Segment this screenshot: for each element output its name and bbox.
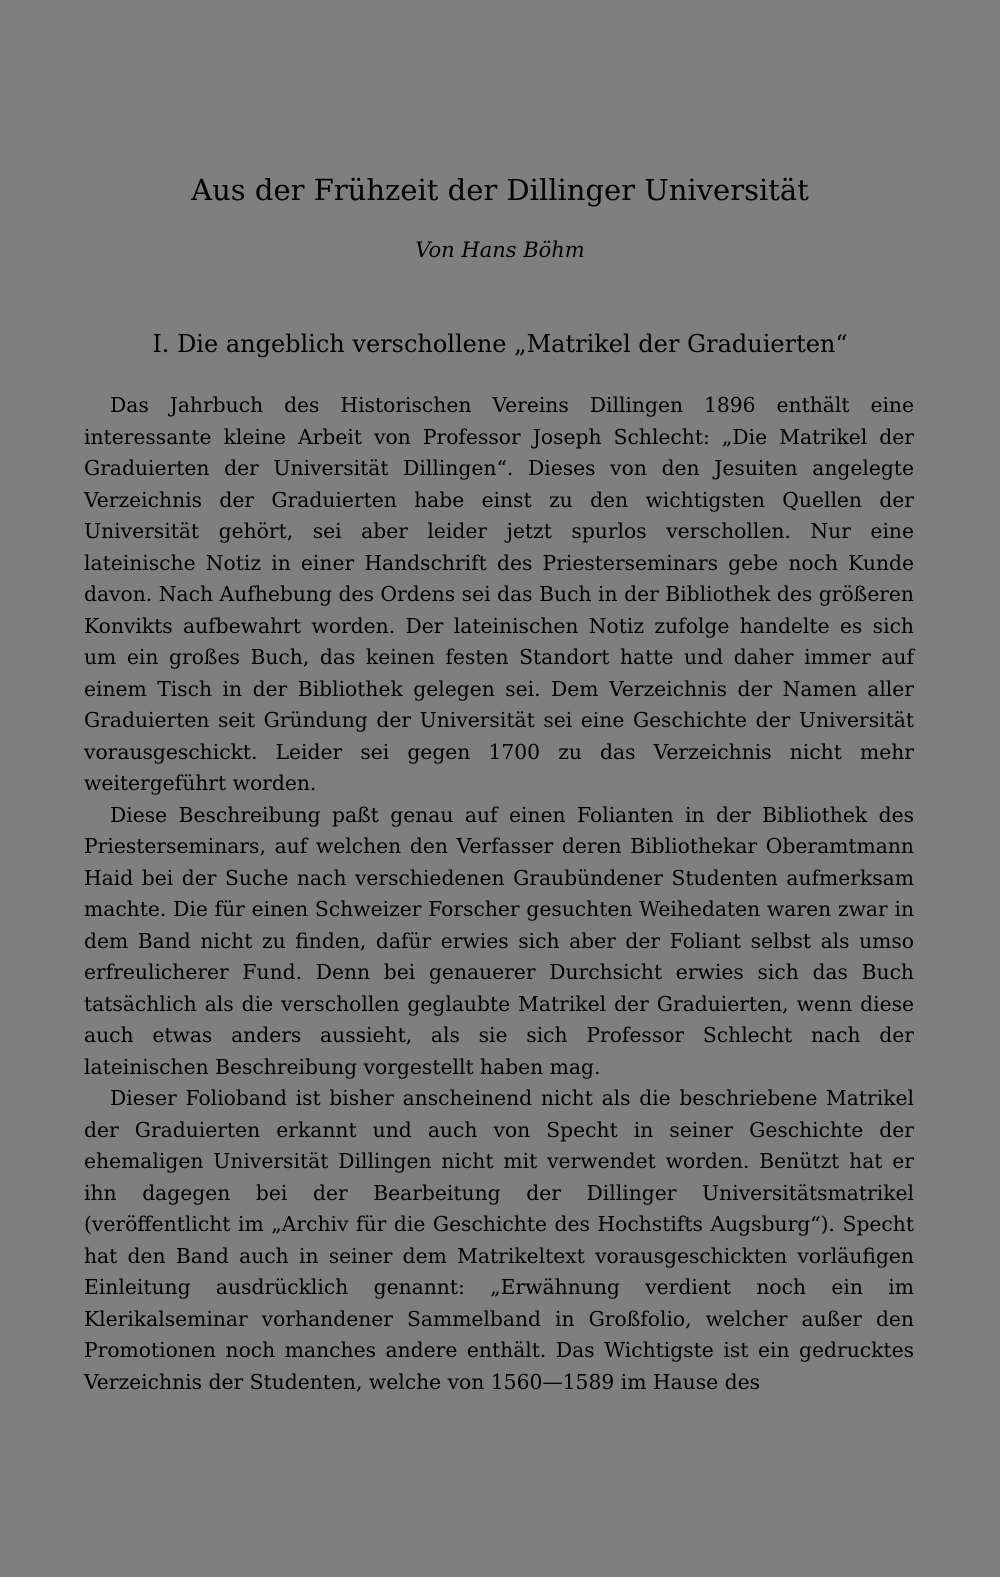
paragraph: Diese Beschreibung paßt genau auf einen Folianten in der Bibliothek des Priesterseminars, auf welchen den Verfasser deren Bibliothekar Oberamtmann Haid bei der Suche nach verschiedenen Graubündener Studenten aufmerksam machte. Die für einen Schweizer Forscher gesuchten Weihedaten waren zwar in dem Band nicht zu finden, dafür erwies sich aber der Foliant selbst als umso erfreulicherer Fund. Denn bei genauerer Durchsicht erwies sich das Buch tatsächlich als die verschollen geglaubte Matrikel der Graduierten, wenn diese auch etwas anders aussieht, als sie sich Professor Schlecht nach der lateinischen Beschreibung vorgestellt haben mag. xyxy=(84,802,914,1079)
section-heading: I. Die angeblich verschollene „Matrikel der Graduierten“ xyxy=(152,330,848,358)
author-line: Von Hans Böhm xyxy=(415,238,585,262)
paragraph: Dieser Folioband ist bisher anscheinend nicht als die beschriebene Matrikel der Graduierten erkannt und auch von Specht in seiner Geschichte der ehemaligen Universität Dillingen nicht mit verwendet worden. Benützt hat er ihn dagegen bei der Bearbeitung der Dillinger Universitätsmatrikel (veröffentlicht im „Archiv für die Geschichte des Hochstifts Augsburg“). Specht hat den Band auch in seiner dem Matrikeltext vorausgeschickten vorläufigen Einleitung ausdrücklich genannt: „Erwähnung verdient noch ein im Klerikalseminar vorhandener Sammelband in Großfolio, welcher außer den Promotionen noch manches andere enthält. Das Wichtigste ist ein gedrucktes Verzeichnis der Studenten, welche von 1560—1589 im Hause des xyxy=(84,1086,914,1394)
body-text xyxy=(84,390,914,1398)
paragraph: Das Jahrbuch des Historischen Vereins Dillingen 1896 enthält eine interessante kleine Arbeit von Professor Joseph Schlecht: „Die Matrikel der Graduierten der Universität Dillingen“. Dieses von den Jesuiten angelegte Verzeichnis der Graduierten habe einst zu den wichtigsten Quellen der Universität gehört, sei aber leider jetzt spurlos verschollen. Nur eine lateinische Notiz in einer Handschrift des Priesterseminars gebe noch Kunde davon. Nach Aufhebung des Ordens sei das Buch in der Bibliothek des größeren Konvikts aufbewahrt worden. Der lateinischen Notiz zufolge handelte es sich um ein großes Buch, das keinen festen Standort hatte und daher immer auf einem Tisch in der Bibliothek gelegen sei. Dem Verzeichnis der Namen aller Graduierten seit Gründung der Universität sei eine Geschichte der Universität vorausgeschickt. Leider sei gegen 1700 zu das Verzeichnis nicht mehr weitergeführt worden. xyxy=(84,393,914,795)
page-title: Aus der Frühzeit der Dillinger Universität xyxy=(191,173,809,207)
